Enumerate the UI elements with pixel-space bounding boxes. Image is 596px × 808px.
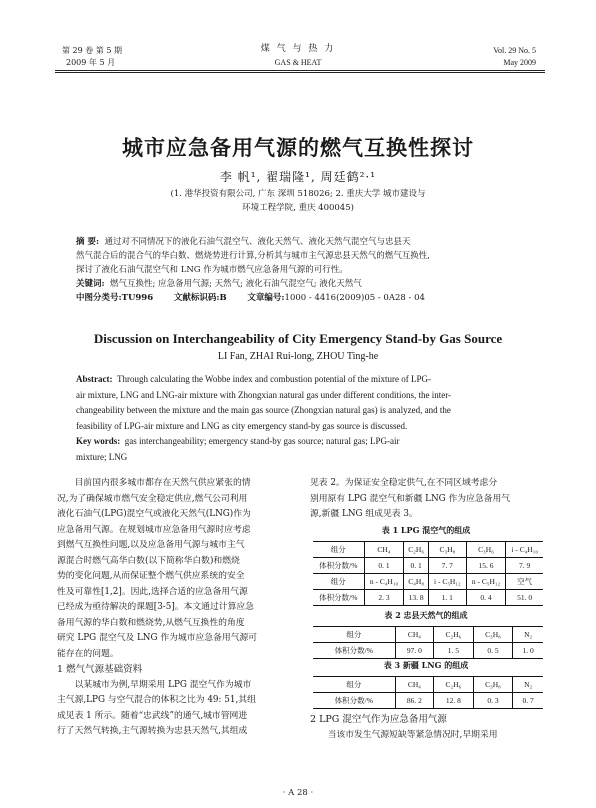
abstract-en [76, 372, 518, 465]
table-cell: N₂ [513, 627, 543, 643]
abstract-cn-line3: 探讨了液化石油气混空气和 LNG 作为城市燃气应急备用气源的可行性。 [76, 265, 348, 275]
journal-volume-en: Vol. 29 No. 5 [493, 46, 536, 55]
journal-date-en: May 2009 [503, 58, 536, 67]
right-column [310, 476, 542, 523]
table-row [313, 693, 543, 709]
abstract-cn-label: 摘 要: [76, 237, 100, 247]
table-cell: N₂ [513, 677, 543, 693]
paper-authors: 李 帆¹, 翟瑞隆¹, 周廷鹤²·¹ [219, 170, 377, 184]
table3 [313, 676, 543, 709]
journal-name-cn: 煤 气 与 热 力 [260, 44, 336, 54]
table-cell: 97. 0 [395, 643, 433, 659]
right-paragraph-1 [310, 476, 542, 523]
table-cell: 7. 7 [428, 558, 466, 574]
text-line: 目前国内很多城市都存在天然气供应紧张的情 [74, 478, 251, 488]
section-2-heading: 2 LPG 混空气作为应急备用气源 [310, 714, 447, 725]
keywords-en-line2: mixture; LNG [76, 451, 128, 462]
text-line: 液化石油气(LPG)混空气或液化天然气(LNG)作为 [57, 509, 251, 519]
doc-code-label: 文献标识码: [173, 293, 220, 303]
table2 [313, 626, 543, 659]
abstract-cn-line2: 然气混合后的混合气的华白数、燃烧势进行计算,分析其与城市主气源忠县天然气的燃气互换性, [76, 251, 430, 261]
keywords-en-line1: gas interchangeability; emergency stand-by gas source; natural gas; LPG-air [124, 436, 400, 446]
text-line: 源,新疆 LNG 组成见表 3。 [310, 509, 418, 519]
table-cell: C₃H₈ [428, 542, 466, 558]
table-cell: C₃H₈ [473, 677, 513, 693]
table-cell: C₄H₈ [404, 574, 429, 590]
table-cell: C₃H₆ [466, 542, 506, 558]
abstract-en-line1: Through calculating the Wobbe index and combustion potential of the mixture of LPG- [117, 374, 432, 384]
table-cell: i - C₄H₁₀ [506, 542, 543, 558]
table-row [313, 558, 543, 574]
table-cell: 组分 [313, 627, 395, 643]
text-line: 以某城市为例,早期采用 LPG 混空气作为城市 [74, 679, 252, 690]
section-1-paragraph [57, 678, 297, 740]
header-rule [55, 70, 545, 71]
table-cell: 体积分数/% [313, 693, 395, 709]
text-line: 成见表 1 所示。随着“忠武线”的通气,城市管网进 [57, 710, 248, 721]
left-column [57, 476, 297, 740]
text-line: 主气源,LPG 与空气混合的体积之比为 49: 51,其组 [57, 695, 256, 705]
header-rule-2 [55, 72, 545, 73]
section-1-heading: 1 燃气气源基础资料 [57, 664, 143, 675]
table-cell: CH₄ [395, 677, 433, 693]
table-cell: 空气 [506, 574, 543, 590]
doc-code-value: B [219, 293, 227, 303]
table-cell: 组分 [313, 542, 364, 558]
table-cell: 体积分数/% [313, 590, 364, 606]
abstract-en-line3: changeability between the mixture and the main gas source (Zhongxian natural gas) is analyzed, and the [76, 405, 451, 415]
abstract-cn-line1: 通过对不同情况下的液化石油气混空气、液化天然气、液化天然气混空气与忠县天 [104, 237, 411, 247]
abstract-en-line2: air mixture, LNG and LNG-air mixture with Zhongxian natural gas under different conditions, the inter- [76, 389, 452, 400]
english-title: Discussion on Interchangeability of City Emergency Stand-by Gas Source [93, 331, 503, 346]
table-cell: 0. 3 [473, 693, 513, 709]
text-line: 见表 2。为保证安全稳定供气,在不同区域考虑分 [310, 478, 498, 488]
article-number-value: 1000 - 4416(2009)05 - 0A28 - 04 [284, 293, 425, 303]
table-cell: CH₄ [364, 542, 404, 558]
table-cell: C₃H₈ [473, 627, 513, 643]
table-cell: 0. 1 [364, 558, 404, 574]
table-row [313, 677, 543, 693]
table-cell: 组分 [313, 677, 395, 693]
keywords-en-label: Key words: [76, 436, 121, 446]
table-cell: 体积分数/% [319, 561, 358, 570]
intro-paragraph [57, 476, 297, 662]
page-number: · A 28 · [282, 788, 314, 798]
table-cell: 12. 8 [434, 693, 474, 709]
abstract-en-label: Abstract: [76, 374, 113, 384]
table-cell: 0. 4 [466, 590, 506, 606]
table-cell: 1. 5 [434, 643, 474, 659]
table-cell: i - C₅H₁₂ [428, 574, 466, 590]
text-line: 应急备用气源。在规划城市应急备用气源时应考虑 [57, 524, 251, 535]
section-2-paragraph: 当该市发生气源短缺等紧急情况时,早期采用 [327, 729, 498, 740]
table-cell: 86. 2 [395, 693, 433, 709]
table-cell: 7. 9 [506, 558, 543, 574]
table-cell: n - C₅H₁₂ [466, 574, 506, 590]
abstract-en-line4: feasibility of LPG-air mixture and LNG as city emergency stand-by gas source is discussed. [76, 420, 408, 431]
keywords-cn-label: 关键词: [76, 279, 105, 289]
english-authors: LI Fan, ZHAI Rui-long, ZHOU Ting-he [217, 351, 379, 362]
table-row [313, 542, 543, 558]
table-cell: 0. 1 [404, 558, 429, 574]
paper-title: 城市应急备用气源的燃气互换性探讨 [122, 135, 474, 160]
text-line: 行了天然气转换,主气源转换为忠县天然气,其组成 [57, 726, 248, 736]
table-cell: 13. 8 [404, 590, 429, 606]
text-line: 势的变化问题,从而保证整个燃气供应系统的安全 [57, 571, 245, 581]
table-cell: C₂H₆ [404, 542, 429, 558]
text-line: 况,为了确保城市燃气安全稳定供应,燃气公司利用 [57, 493, 248, 504]
table3-caption: 表 3 新疆 LNG 的组成 [383, 660, 469, 670]
table-cell: 0. 7 [513, 693, 543, 709]
table-cell: 0. 5 [473, 643, 513, 659]
clc-value: TU996 [121, 293, 154, 303]
journal-name-en: GAS & HEAT [274, 58, 322, 67]
table-cell: C₂H₆ [434, 677, 474, 693]
table-cell: 体积分数/% [313, 643, 395, 659]
table1 [313, 541, 543, 606]
text-line: 已经成为亟待解决的课题[3-5]。本文通过计算应急 [57, 602, 254, 612]
table-cell: CH₄ [395, 627, 433, 643]
right-column-bottom [310, 712, 542, 743]
table-row [313, 590, 543, 606]
table-cell: n - C₄H₁₀ [364, 574, 404, 590]
table-cell: 2. 3 [364, 590, 404, 606]
keywords-cn-text: 燃气互换性; 应急备用气源; 天然气; 液化石油气混空气; 液化天然气 [110, 279, 362, 289]
journal-volume: 第 29 卷 第 5 期 [62, 46, 122, 55]
table-cell: 组分 [313, 574, 364, 590]
table-row [313, 627, 543, 643]
text-line: 备用气源的华白数和燃烧势,从燃气互换性的角度 [57, 617, 245, 628]
table-cell: 1. 0 [513, 643, 543, 659]
table-row [313, 574, 543, 590]
text-line: 到燃气互换性问题,以及应急备用气源与城市主气 [57, 540, 245, 550]
text-line: 别用原有 LPG 混空气和新疆 LNG 作为应急备用气 [310, 493, 511, 504]
text-line: 能存在的问题。 [57, 648, 119, 659]
abstract-cn [76, 235, 516, 305]
table-row [313, 643, 543, 659]
clc-label: 中图分类号: [76, 293, 122, 303]
table-cell: C₂H₆ [434, 627, 474, 643]
text-line: 性及可靠性[1,2]。因此,选择合适的应急备用气源 [57, 586, 248, 597]
affiliation-line2: 环境工程学院, 重庆 400045) [242, 203, 354, 213]
journal-date: 2009 年 5 月 [66, 58, 116, 67]
text-line: 源混合时燃气高华白数(以下简称华白数)和燃烧 [57, 555, 240, 566]
table-cell: 51. 0 [506, 590, 543, 606]
table1-caption: 表 1 LPG 混空气的组成 [381, 525, 471, 535]
article-number-label: 文章编号: [247, 293, 285, 303]
affiliation-line1: (1. 港华投资有限公司, 广东 深圳 518026; 2. 重庆大学 城市建设与 [170, 189, 426, 199]
table2-caption: 表 2 忠县天然气的组成 [384, 610, 468, 620]
text-line: 研究 LPG 混空气及 LNG 作为城市应急备用气源可 [57, 633, 258, 643]
table-cell: 1. 1 [428, 590, 466, 606]
table-cell: 15. 6 [466, 558, 506, 574]
